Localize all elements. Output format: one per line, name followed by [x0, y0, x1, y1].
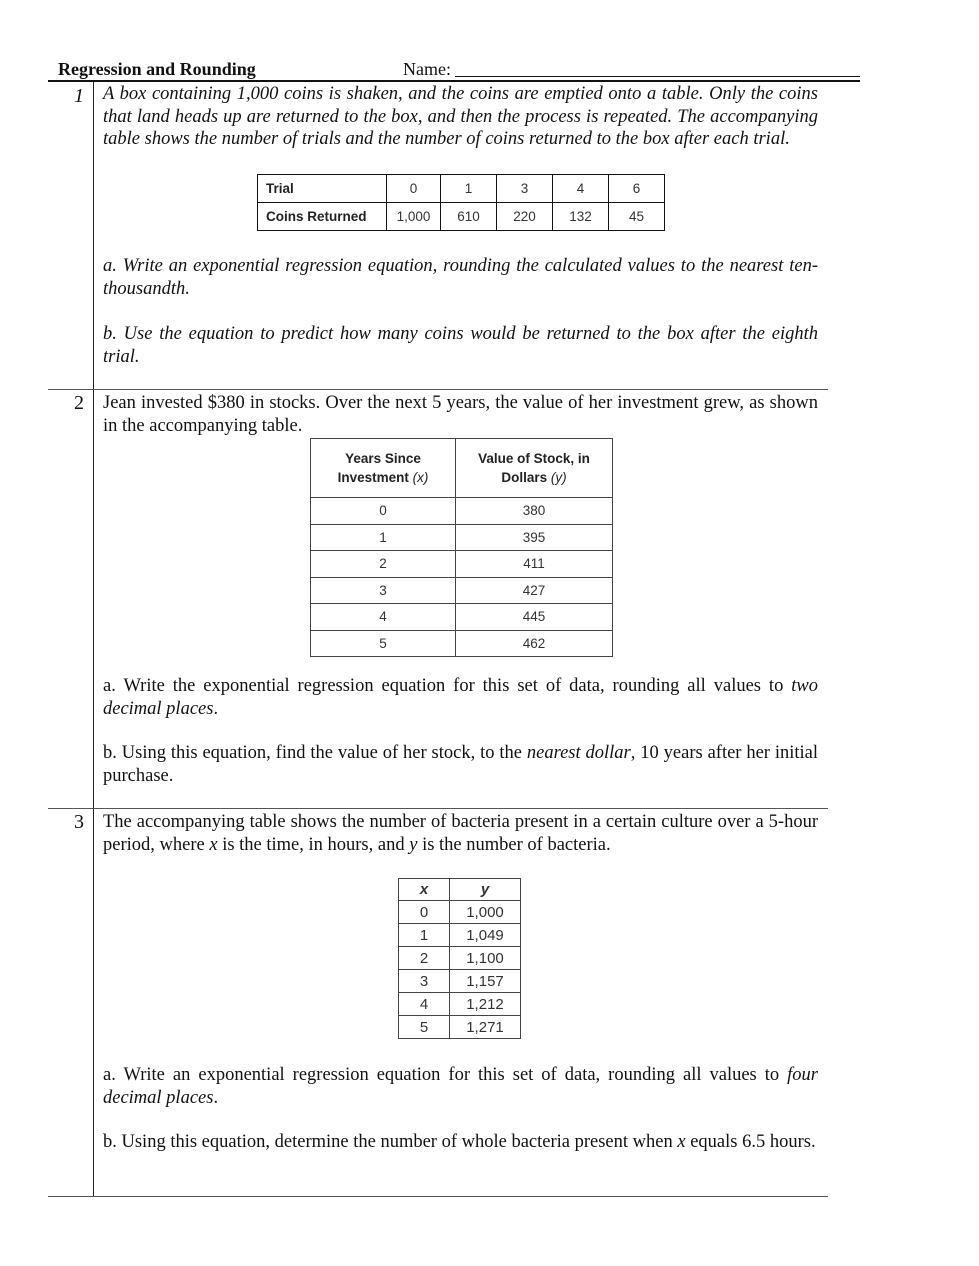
table-row: [311, 524, 613, 551]
question-3-prompt: [103, 811, 818, 856]
question-2-part-a: [103, 675, 818, 720]
table-row: [399, 901, 521, 924]
text-span: Years Since Investment: [337, 451, 421, 485]
table-cell: 380: [456, 498, 613, 525]
question-3-part-a: [103, 1064, 818, 1109]
table-cell: 1,049: [450, 924, 521, 947]
table-cell: 4: [311, 604, 456, 631]
table-row: [399, 947, 521, 970]
table-header-row: [311, 439, 613, 498]
table-row: [258, 203, 665, 231]
text-span: is the time, in hours, and: [217, 834, 410, 855]
table-cell: 45: [609, 203, 665, 231]
table-cell: 1,212: [450, 993, 521, 1016]
table-cell: 132: [553, 203, 609, 231]
text-span: .: [213, 698, 219, 719]
text-span: x: [209, 834, 218, 855]
table-cell: 445: [456, 604, 613, 631]
table-cell: x: [399, 879, 450, 901]
text-span: Value of Stock, in Dollars: [478, 451, 590, 485]
table-cell: 2: [399, 947, 450, 970]
question-1-part-b: b. Use the equation to predict how many coins would be returned to the box after the eighth trial.: [103, 324, 818, 367]
text-span: nearest dollar: [526, 743, 631, 763]
table-cell: 1,100: [450, 947, 521, 970]
table-row: [311, 604, 613, 631]
text-span: .: [213, 1087, 219, 1108]
table-cell: 6: [609, 175, 665, 203]
column-header-value: [456, 439, 613, 498]
table-row: [311, 630, 613, 657]
row-header: Trial: [258, 175, 387, 203]
bacteria-table: [398, 878, 521, 1039]
table-cell: 1,271: [450, 1016, 521, 1039]
table-row: [311, 551, 613, 578]
table-cell: 1: [441, 175, 497, 203]
table-cell: 5: [311, 630, 456, 657]
question-3-part-b: [103, 1131, 818, 1154]
table-row: [399, 970, 521, 993]
table-row: [311, 498, 613, 525]
question-1: [103, 83, 818, 151]
question-number-2: 2: [74, 392, 84, 414]
text-span: b. Using this equation, find the value of her stock, to the: [103, 743, 527, 763]
table-cell: 1: [399, 924, 450, 947]
question-number-3: 3: [74, 811, 84, 833]
table-cell: 610: [441, 203, 497, 231]
table-row: [399, 924, 521, 947]
text-span: The accompanying table shows the number of bacteria present in a certain culture over a 5-hour period, where: [103, 812, 818, 855]
question-divider: [48, 1196, 828, 1197]
name-label: Name:: [403, 59, 451, 79]
number-column-divider: [93, 82, 94, 1197]
table-row: [399, 1016, 521, 1039]
text-span: equals 6.5 hours.: [685, 1132, 816, 1152]
question-2-part-b: [103, 742, 818, 787]
table-cell: 5: [399, 1016, 450, 1039]
table-cell: 220: [497, 203, 553, 231]
table-cell: 3: [311, 577, 456, 604]
table-row: [311, 577, 613, 604]
table-row: [258, 175, 665, 203]
table-header-row: [399, 879, 521, 901]
table-cell: 3: [399, 970, 450, 993]
text-span: is the number of bacteria.: [417, 834, 611, 855]
question-1-part-a: a. Write an exponential regression equation, rounding the calculated values to the nearest ten-thousandth.: [103, 256, 818, 299]
text-span: a. Write the exponential regression equation for this set of data, rounding all values to: [103, 676, 792, 696]
text-span: y: [409, 834, 418, 855]
text-span: b. Using this equation, determine the number of whole bacteria present when: [103, 1132, 678, 1152]
table-cell: 462: [456, 630, 613, 657]
table-cell: 3: [497, 175, 553, 203]
text-span: (y): [550, 470, 567, 485]
text-span: four decimal places: [103, 1065, 818, 1108]
header-divider: [48, 80, 860, 82]
row-header: Coins Returned: [258, 203, 387, 231]
table-cell: 411: [456, 551, 613, 578]
question-divider: [48, 389, 828, 390]
question-2-prompt: Jean invested $380 in stocks. Over the next 5 years, the value of her investment grew, as shown in the accompanying table.: [103, 393, 818, 436]
worksheet-title: Regression and Rounding: [58, 59, 256, 79]
table-cell: 1,000: [387, 203, 441, 231]
table-cell: 0: [399, 901, 450, 924]
question-divider: [48, 808, 828, 809]
stock-table: [310, 438, 613, 657]
table-cell: 395: [456, 524, 613, 551]
table-cell: 427: [456, 577, 613, 604]
table-cell: 4: [553, 175, 609, 203]
text-span: a. Write an exponential regression equation for this set of data, rounding all values to: [103, 1065, 788, 1085]
question-1-prompt: A box containing 1,000 coins is shaken, and the coins are emptied onto a table. Only the coins that land heads up are returned to the box, and then the process is repeated. The accompanying table shows the number of trials and the number of coins returned to the box after each trial.: [103, 84, 818, 149]
table-cell: 4: [399, 993, 450, 1016]
table-row: [399, 993, 521, 1016]
text-span: x: [677, 1132, 686, 1152]
table-cell: 0: [387, 175, 441, 203]
column-header-years: [311, 439, 456, 498]
name-blank-line[interactable]: [455, 76, 860, 77]
coins-table: [257, 174, 665, 231]
text-span: , 10 years after her initial purchase.: [103, 743, 818, 786]
table-cell: 2: [311, 551, 456, 578]
table-cell: 1,000: [450, 901, 521, 924]
text-span: (x): [412, 470, 429, 485]
table-cell: 0: [311, 498, 456, 525]
table-cell: 1,157: [450, 970, 521, 993]
table-cell: y: [450, 879, 521, 901]
text-span: two decimal places: [103, 676, 818, 719]
question-number-1: 1: [74, 85, 84, 107]
table-cell: 1: [311, 524, 456, 551]
